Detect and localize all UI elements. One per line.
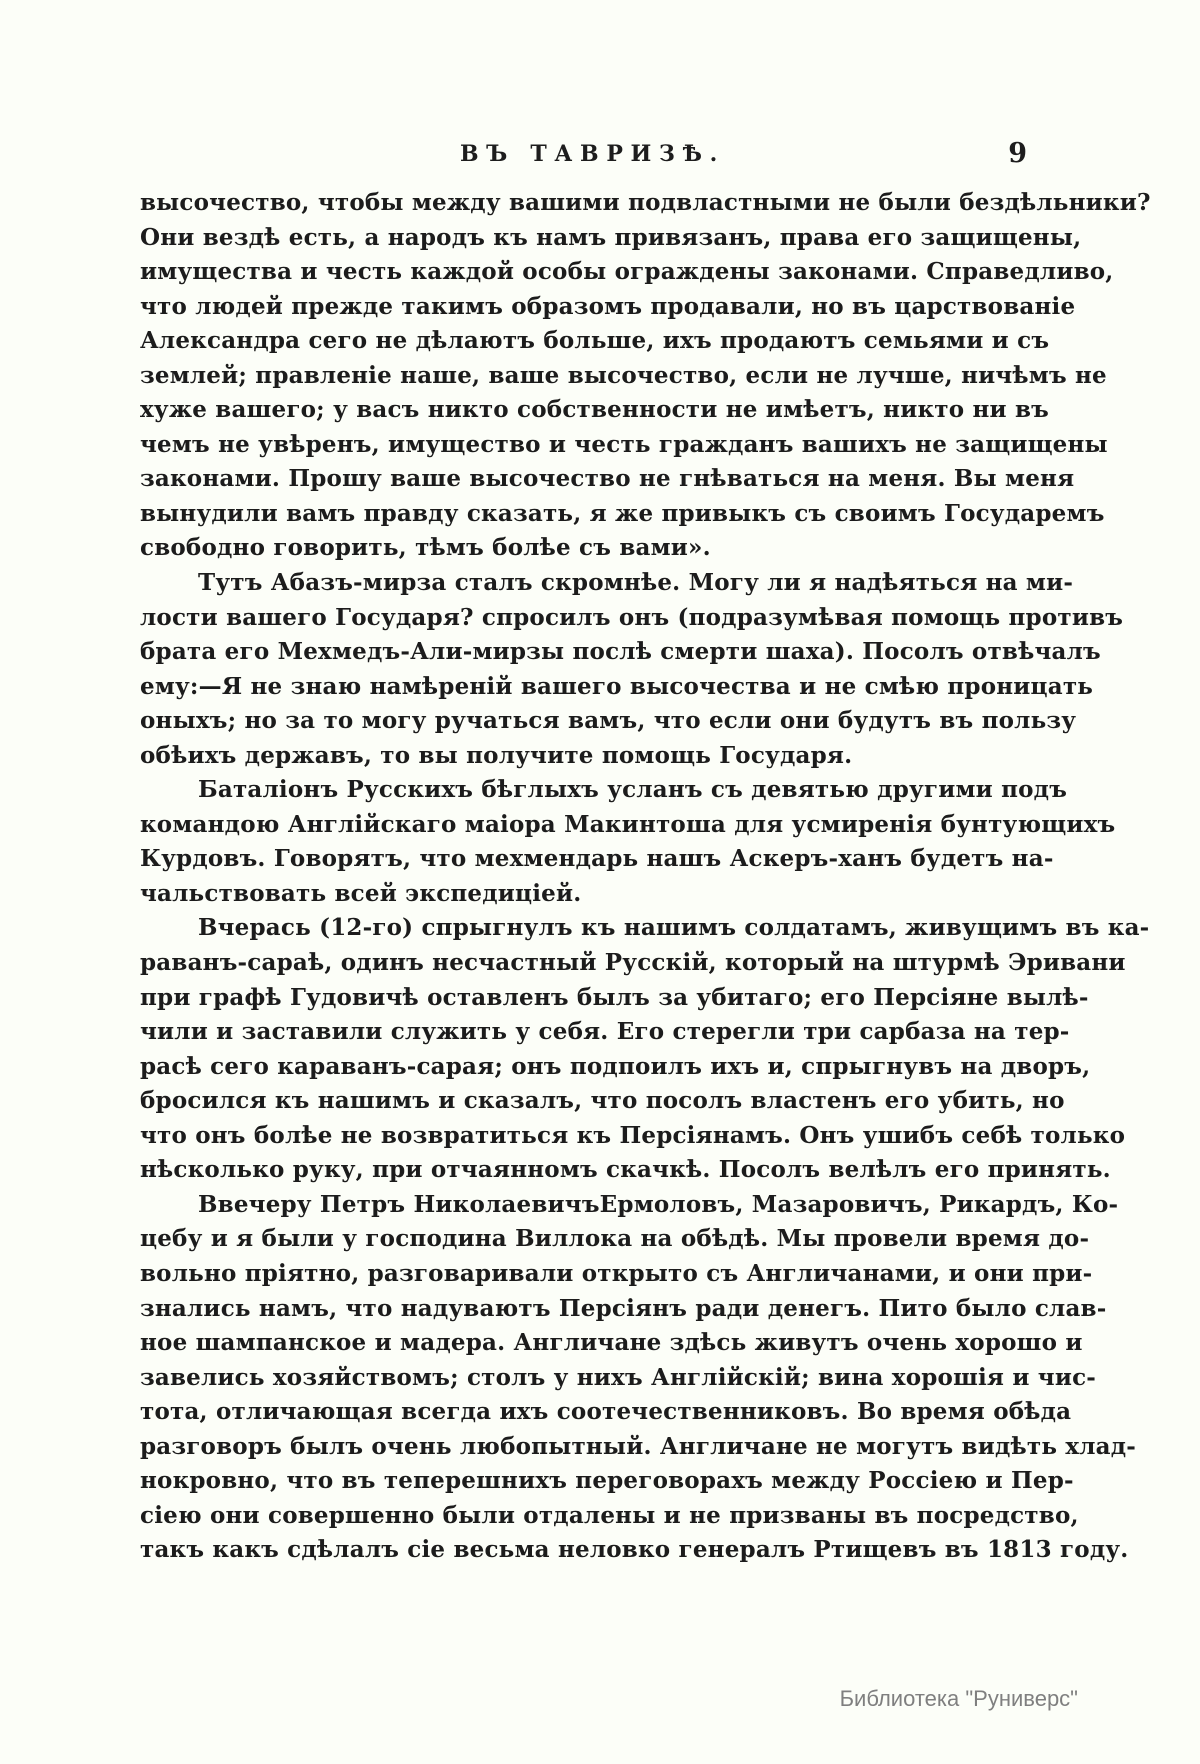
text-line: разговоръ былъ очень любопытный. Англичане не могутъ видѣть хлад- [140, 1432, 1137, 1460]
library-watermark: Библиотека "Руниверс" [839, 1686, 1078, 1711]
text-line: сіею они совершенно были отдалены и не призваны въ посредство, [140, 1501, 1079, 1529]
text-line: что онъ болѣе не возвратиться къ Персіянамъ. Онъ ушибъ себѣ только [140, 1121, 1126, 1149]
text-line: вольно пріятно, разговаривали открыто съ Англичанами, и они при- [140, 1259, 1093, 1287]
text-line: Они вездѣ есть, а народъ къ намъ привязанъ, права его защищены, [140, 223, 1082, 251]
text-line: вынудили вамъ правду сказать, я же привыкъ съ своимъ Государемъ [140, 499, 1105, 527]
text-line: нѣсколько руку, при отчаянномъ скачкѣ. Посолъ велѣлъ его принять. [140, 1156, 1111, 1184]
text-line: имущества и честь каждой особы ограждены законами. Справедливо, [140, 258, 1114, 286]
text-line: нокровно, что въ теперешнихъ переговорахъ между Россіею и Пер- [140, 1467, 1074, 1495]
text-line: цебу и я были у господина Виллока на обѣдѣ. Мы провели время до- [140, 1225, 1090, 1253]
text-line: высочество, чтобы между вашими подвластными не были бездѣльники? [140, 189, 1151, 216]
page-text [140, 186, 1151, 1568]
text-line: землей; правленіе наше, ваше высочество, если не лучше, ничѣмъ не [140, 361, 1107, 389]
page-number: 9 [1008, 138, 1027, 169]
text-line: законами. Прошу ваше высочество не гнѣваться на меня. Вы меня [140, 465, 1075, 493]
text-line: ему:—Я не знаю намѣреній вашего высочества и не смѣю проницать [140, 672, 1094, 700]
text-line: тота, отличающая всегда ихъ соотечественниковъ. Во время обѣда [140, 1398, 1072, 1426]
text-line: чили и заставили служить у себя. Его стерегли три сарбаза на тер- [140, 1018, 1070, 1046]
text-line: свободно говорить, тѣмъ болѣе съ вами». [140, 534, 711, 562]
text-line: хуже вашего; у васъ никто собственности не имѣетъ, никто ни въ [140, 396, 1049, 424]
text-line: оныхъ; но за то могу ручаться вамъ, что если они будутъ въ пользу [140, 707, 1077, 735]
text-line: Тутъ Абазъ-мирза сталъ скромнѣе. Могу ли я надѣяться на ми- [198, 569, 1074, 597]
text-line: завелись хозяйствомъ; столъ у нихъ Англійскій; вина хорошія и чис- [140, 1363, 1097, 1391]
text-line: Баталіонъ Русскихъ бѣглыхъ усланъ съ девятью другими подъ [198, 776, 1068, 804]
text-line: раванъ-сараѣ, одинъ несчастный Русскій, который на штурмѣ Эривани [140, 949, 1126, 977]
text-line: Вчерась (12-го) спрыгнулъ къ нашимъ солдатамъ, живущимъ въ ка- [198, 914, 1150, 942]
text-line: Курдовъ. Говорятъ, что мехмендарь нашъ Аскеръ-ханъ будетъ на- [140, 845, 1054, 873]
text-line: ное шампанское и мадера. Англичане здѣсь живутъ очень хорошо и [140, 1329, 1083, 1357]
text-line: такъ какъ сдѣлалъ сіе весьма неловко генералъ Ртищевъ въ 1813 году. [140, 1536, 1129, 1564]
running-head [140, 138, 1045, 175]
text-line: чальствовать всей экспедиціей. [140, 879, 582, 907]
text-line: знались намъ, что надуваютъ Персіянъ ради денегъ. Пито было слав- [140, 1294, 1107, 1322]
text-line: при графѣ Гудовичѣ оставленъ былъ за убитаго; его Персіяне вылѣ- [140, 983, 1089, 1011]
text-line: брата его Мехмедъ-Али-мирзы послѣ смерти шаха). Посолъ отвѣчалъ [140, 638, 1101, 666]
text-line: Александра сего не дѣлаютъ больше, ихъ продаютъ семьями и съ [140, 327, 1050, 355]
text-line: обѣихъ державъ, то вы получите помощь Государя. [140, 741, 853, 769]
text-line: расѣ сего караванъ-сарая; онъ подпоилъ ихъ и, спрыгнувъ на дворъ, [140, 1052, 1091, 1080]
text-line: Ввечеру Петръ НиколаевичъЕрмоловъ, Мазаровичъ, Рикардъ, Ко- [198, 1190, 1119, 1218]
text-line: бросился къ нашимъ и сказалъ, что посолъ властенъ его убить, но [140, 1087, 1065, 1115]
text-line: что людей прежде такимъ образомъ продавали, но въ царствованіе [140, 292, 1076, 320]
text-line: лости вашего Государя? спросилъ онъ (подразумѣвая помощь противъ [140, 603, 1124, 631]
page-header-title: ВЪ ТАВРИЗѢ. [459, 141, 726, 167]
text-line: командою Англійскаго маіора Макинтоша для усмиренія бунтующихъ [140, 810, 1116, 838]
text-line: чемъ не увѣренъ, имущество и честь гражданъ вашихъ не защищены [140, 430, 1108, 458]
